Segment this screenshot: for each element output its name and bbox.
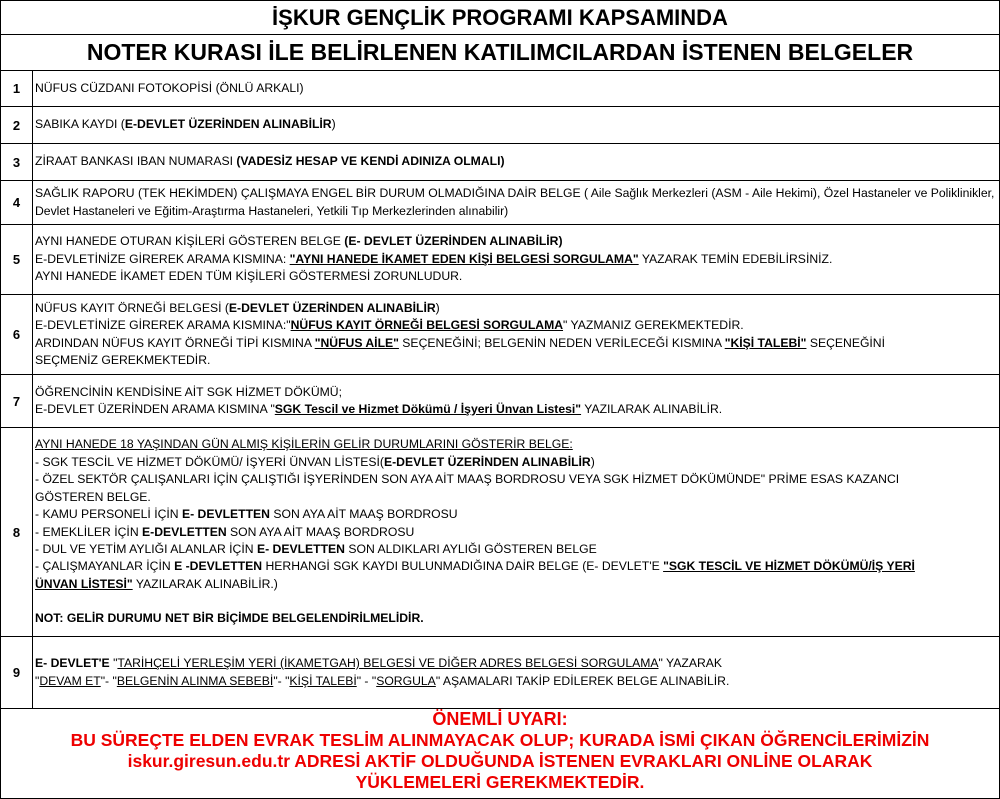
text-segment: " — [35, 673, 40, 688]
text-segment-bold: E- DEVLETTEN — [256, 541, 345, 556]
text-segment: - DUL VE YETİM AYLIĞI ALANLAR İÇİN — [35, 541, 257, 556]
text-segment-bold: E- DEVLET'E — [35, 656, 110, 671]
text-segment-bold-underline: "KİŞİ TALEBİ" — [724, 335, 807, 350]
text-segment-bold-underline: "NÜFUS AİLE" — [314, 335, 399, 350]
text-segment-bold-underline: "SGK TESCİL VE HİZMET DÖKÜMÜ/İŞ YERİ — [663, 559, 915, 574]
text-segment: E-DEVLETİNİZE GİREREK ARAMA KISMINA: — [35, 251, 290, 266]
text-segment-bold: (E- DEVLET ÜZERİNDEN ALINABİLİR) — [344, 234, 563, 249]
text-segment: YAZARAK TEMİN EDEBİLİRSİNİZ. — [638, 251, 833, 266]
warning-line: iskur.giresun.edu.tr ADRESİ AKTİF OLDUĞUNDA İSTENEN EVRAKLARI ONLİNE OLARAK — [127, 751, 873, 771]
text-segment: SON AYA AİT MAAŞ BORDROSU — [226, 524, 415, 539]
text-segment: NÜFUS CÜZDANI FOTOKOPİSİ (ÖNLÜ ARKALI) — [35, 80, 304, 95]
text-segment-bold: E-DEVLET ÜZERİNDEN ALINABİLİR — [124, 117, 332, 132]
text-segment: "- " — [100, 673, 117, 688]
text-segment: AYNI HANEDE İKAMET EDEN TÜM KİŞİLERİ GÖSTERMESİ ZORUNLUDUR. — [35, 269, 463, 284]
row-number: 9 — [1, 637, 33, 708]
text-segment-underline: BELGENİN ALINMA SEBEBİ — [116, 673, 274, 688]
text-segment-bold: E- DEVLETTEN — [181, 507, 270, 522]
row-number: 1 — [1, 71, 33, 106]
warning-line: YÜKLEMELERİ GEREKMEKTEDİR. — [355, 772, 645, 792]
row-number: 3 — [1, 144, 33, 180]
row-number: 7 — [1, 375, 33, 427]
row-text — [35, 375, 995, 427]
text-segment: ) — [331, 117, 336, 132]
row-text — [35, 295, 995, 374]
text-segment-underline: KİŞİ TALEBİ — [289, 673, 357, 688]
text-segment-bold: (VADESİZ HESAP VE KENDİ ADINIZA OLMALI) — [236, 154, 505, 169]
row-number: 8 — [1, 428, 33, 636]
table-row — [1, 71, 999, 107]
text-segment: SEÇENEĞİNİ; BELGENİN NEDEN VERİLECEĞİ KISMINA — [398, 335, 725, 350]
text-segment-bold-underline: NÜFUS KAYIT ÖRNEĞİ BELGESİ SORGULAMA — [290, 318, 564, 333]
text-segment: - ÇALIŞMAYANLAR İÇİN — [35, 559, 175, 574]
text-segment-bold: E-DEVLET ÜZERİNDEN ALINABİLİR — [228, 300, 436, 315]
text-segment: ) — [435, 300, 440, 315]
warning-line: BU SÜREÇTE ELDEN EVRAK TESLİM ALINMAYACAK OLUP; KURADA İSMİ ÇIKAN ÖĞRENCİLERİMİZİN — [70, 730, 930, 750]
text-segment: "- " — [273, 673, 290, 688]
row-text — [35, 637, 995, 708]
text-segment: ) — [590, 454, 595, 469]
text-segment: " - " — [356, 673, 377, 688]
text-segment: HERHANGİ SGK KAYDI BULUNMADIĞINA DAİR BELGE (E- DEVLET'E — [262, 559, 664, 574]
spacer — [35, 593, 995, 610]
text-segment-bold: E -DEVLETTEN — [174, 559, 263, 574]
text-segment-bold: E-DEVLET ÜZERİNDEN ALINABİLİR — [383, 454, 591, 469]
row-text — [35, 144, 995, 180]
table-row — [1, 181, 999, 225]
row-text — [35, 181, 995, 224]
row-number: 4 — [1, 181, 33, 224]
row-text — [35, 71, 995, 106]
text-segment: - SGK TESCİL VE HİZMET DÖKÜMÜ/ İŞYERİ ÜNVAN LİSTESİ( — [35, 454, 384, 469]
text-segment: " — [109, 656, 118, 671]
warning-heading: ÖNEMLİ UYARI: — [432, 709, 568, 729]
row-text — [35, 428, 995, 636]
table-row — [1, 428, 999, 637]
text-segment: - ÖZEL SEKTÖR ÇALIŞANLARI İÇİN ÇALIŞTIĞI İŞYERİNDEN SON AYA AİT MAAŞ BORDROSU VEYA SGK HİZMET DÖKÜMÜNDE" PRİME ESAS KAZANCI — [35, 472, 900, 487]
table-row — [1, 144, 999, 181]
text-segment: E-DEVLET ÜZERİNDEN ARAMA KISMINA " — [35, 402, 275, 416]
text-segment: SON AYA AİT MAAŞ BORDROSU — [269, 507, 458, 522]
row-text — [35, 225, 995, 294]
text-segment: NÜFUS KAYIT ÖRNEĞİ BELGESİ ( — [35, 300, 229, 315]
table-row — [1, 637, 999, 709]
text-segment: - KAMU PERSONELİ İÇİN — [35, 507, 182, 522]
row-number: 5 — [1, 225, 33, 294]
text-segment: " AŞAMALARI TAKİP EDİLEREK BELGE ALINABİLİR. — [435, 673, 730, 688]
table-row — [1, 107, 999, 144]
text-segment: SABIKA KAYDI ( — [35, 117, 125, 132]
text-segment-underline: TARİHÇELİ YERLEŞİM YERİ (İKAMETGAH) BELGESİ VE DİĞER ADRES BELGESİ SORGULAMA — [117, 656, 659, 671]
title-line-1: İŞKUR GENÇLİK PROGRAMI KAPSAMINDA — [1, 1, 999, 35]
table-row — [1, 225, 999, 295]
title-line-2: NOTER KURASI İLE BELİRLENEN KATILIMCILARDAN İSTENEN BELGELER — [1, 35, 999, 71]
text-segment: " YAZMANIZ GEREKMEKTEDİR. — [563, 318, 744, 333]
text-segment-underline: DEVAM ET — [39, 673, 101, 688]
text-segment: - EMEKLİLER İÇİN — [35, 524, 143, 539]
text-segment: SEÇENEĞİNİ — [806, 335, 885, 350]
text-segment: YAZILARAK ALINABİLİR.) — [132, 576, 278, 591]
text-segment: E-DEVLETİNİZE GİREREK ARAMA KISMINA:" — [35, 318, 291, 333]
text-segment-bold: E-DEVLETTEN — [142, 524, 227, 539]
text-segment-bold-underline: "AYNI HANEDE İKAMET EDEN KİŞİ BELGESİ SORGULAMA" — [289, 251, 639, 266]
text-segment: SEÇMENİZ GEREKMEKTEDİR. — [35, 352, 211, 367]
text-segment-underline: AYNI HANEDE 18 YAŞINDAN GÜN ALMIŞ KİŞİLERİN GELİR DURUMLARINI GÖSTERİR BELGE: — [35, 437, 573, 452]
row-number: 2 — [1, 107, 33, 143]
warning-footer — [1, 709, 999, 798]
table-row — [1, 295, 999, 375]
text-segment: ARDINDAN NÜFUS KAYIT ÖRNEĞİ TİPİ KISMINA — [35, 335, 315, 350]
text-segment: ÖĞRENCİNİN KENDİSİNE AİT SGK HİZMET DÖKÜMÜ; — [35, 384, 342, 399]
text-segment: " YAZARAK — [658, 656, 723, 671]
row-text — [35, 107, 995, 143]
text-segment: ZİRAAT BANKASI IBAN NUMARASI — [35, 154, 237, 169]
table-row — [1, 375, 999, 428]
note-text: NOT: GELİR DURUMU NET BİR BİÇİMDE BELGELENDİRİLMELİDİR. — [35, 611, 424, 626]
text-segment-bold-underline: ÜNVAN LİSTESİ" — [35, 576, 133, 591]
row-number: 6 — [1, 295, 33, 374]
text-segment: GÖSTEREN BELGE. — [35, 489, 151, 504]
text-segment: YAZILARAK ALINABİLİR. — [581, 402, 723, 416]
text-segment: AYNI HANEDE OTURAN KİŞİLERİ GÖSTEREN BELGE — [35, 234, 345, 249]
text-segment-bold-underline: SGK Tescil ve Hizmet Dökümü / İşyeri Ünvan Listesi" — [274, 402, 582, 416]
text-segment: SAĞLIK RAPORU (TEK HEKİMDEN) ÇALIŞMAYA ENGEL BİR DURUM OLMADIĞINA DAİR BELGE ( Aile Sağlık Merkezleri (ASM - Aile Hekimi), Özel Hastaneler ve Poliklinikler, Devlet Hastaneleri ve Eğitim-Araştırma Hastaneleri, Yetkili Tıp Merkezlerinden alınabilir) — [35, 186, 995, 218]
text-segment-underline: SORGULA — [376, 673, 436, 688]
text-segment: SON ALDIKLARI AYLIĞI GÖSTEREN BELGE — [344, 541, 597, 556]
